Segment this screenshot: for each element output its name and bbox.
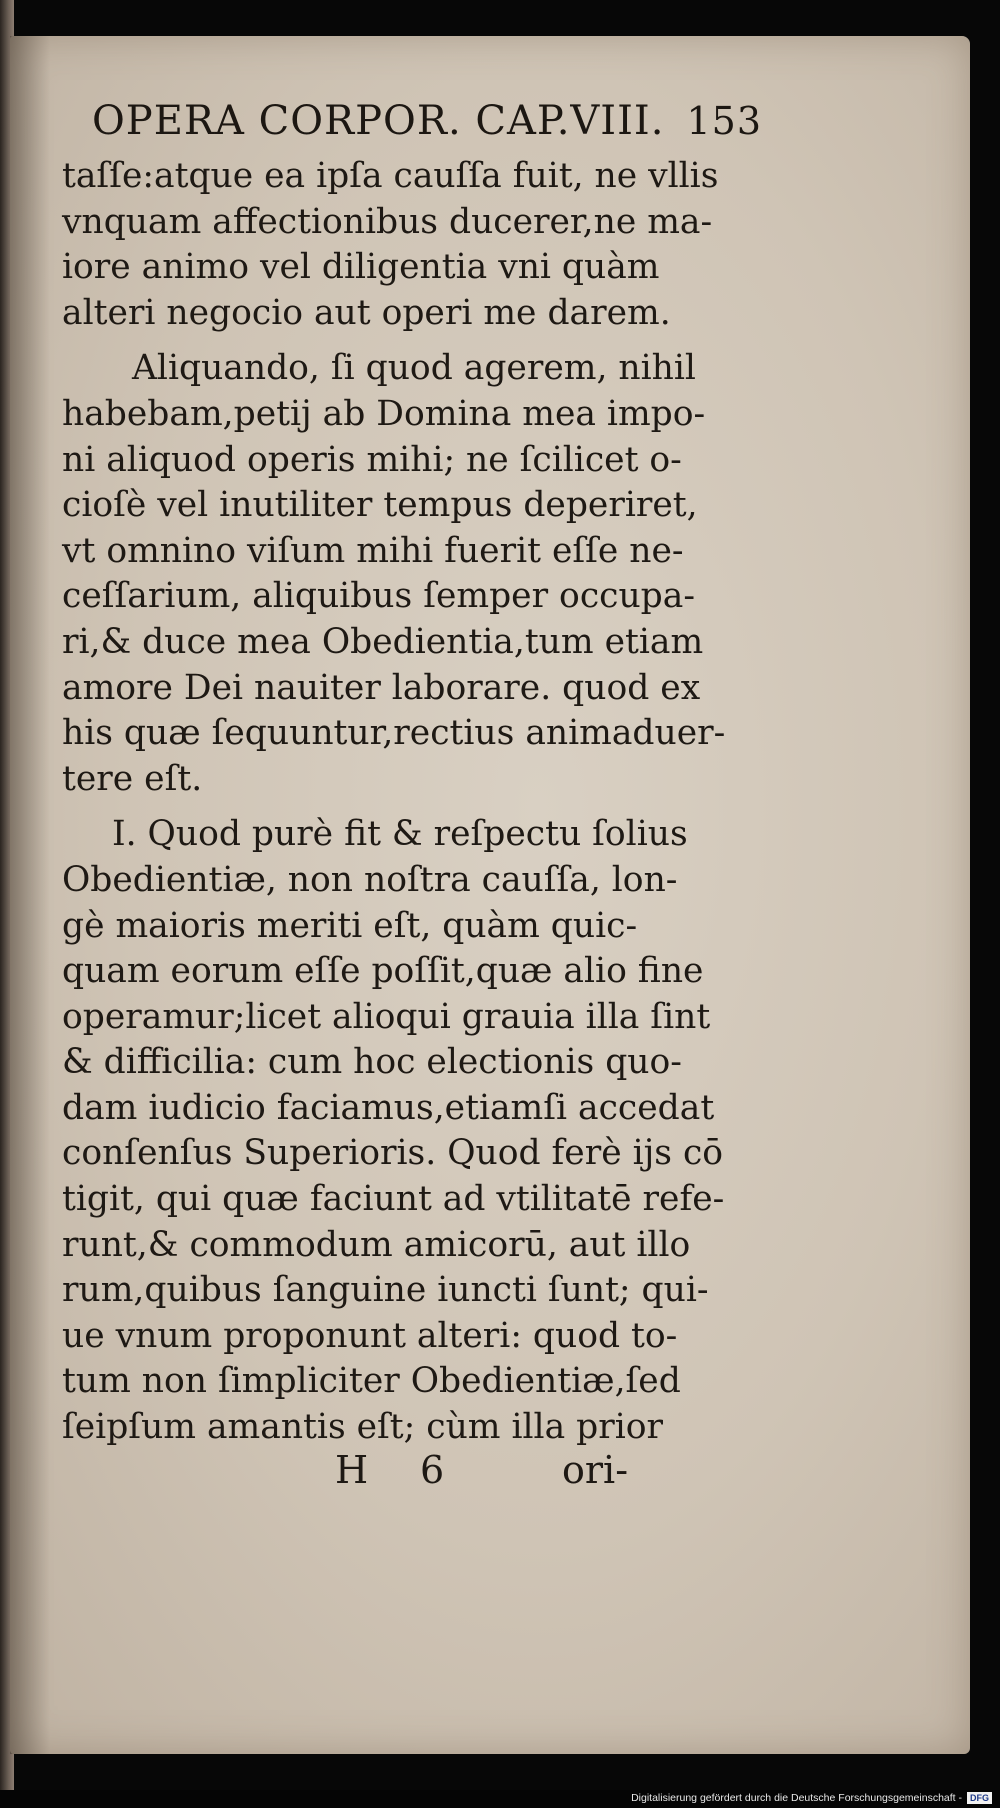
text-line: tum non ſimpliciter Obedientiæ,ſed xyxy=(62,1361,681,1402)
text-line: his quæ ſequuntur,rectius animaduer- xyxy=(62,713,726,754)
gutter-shadow xyxy=(10,36,50,1754)
text-line: habebam,petij ab Domina mea impo- xyxy=(62,393,706,434)
text-line: runt,& commodum amicorū, aut illo xyxy=(62,1224,691,1265)
text-line: iore animo vel diligentia vni quàm xyxy=(62,247,660,288)
paragraph xyxy=(62,346,744,802)
text-line: alteri negocio aut operi me darem. xyxy=(62,292,671,333)
text-line: cioſè vel inutiliter tempus deperiret, xyxy=(62,485,698,526)
book-page xyxy=(10,36,970,1754)
paragraph xyxy=(62,812,744,1450)
signature-number: 6 xyxy=(420,1448,445,1492)
text-line: & difficilia: cum hoc electionis quo- xyxy=(62,1042,682,1083)
text-line: ni aliquod operis mihi; ne ſcilicet o- xyxy=(62,439,682,480)
text-line: vt omnino viſum mihi fuerit eſſe ne- xyxy=(62,530,684,571)
text-line: operamur;licet alioqui grauia illa ſint xyxy=(62,996,711,1037)
text-line: ue vnum proponunt alteri: quod to- xyxy=(62,1315,678,1356)
text-line: dam iudicio faciamus,etiamſi accedat xyxy=(62,1087,715,1128)
digitization-credit xyxy=(631,1792,992,1804)
text-line: rum,quibus ſanguine iuncti ſunt; qui- xyxy=(62,1270,709,1311)
body-text xyxy=(62,154,744,1451)
text-line: ſeipſum amantis eſt; cùm illa prior xyxy=(62,1407,663,1448)
text-line: taſſe:atque ea ipſa cauſſa fuit, ne vllis xyxy=(62,156,719,196)
text-line: ceſſarium, aliquibus ſemper occupa- xyxy=(62,576,695,617)
paragraph xyxy=(62,154,744,336)
page-number: 153 xyxy=(686,99,762,143)
signature-mark: H xyxy=(335,1448,369,1492)
text-line: vnquam affectionibus ducerer,ne ma- xyxy=(62,201,713,242)
text-line: conſenſus Superioris. Quod ferè ijs cō xyxy=(62,1133,724,1174)
text-line: I. Quod purè fit & reſpectu ſolius xyxy=(112,814,688,855)
running-head: OPERA CORPOR. CAP.VIII. xyxy=(92,98,665,144)
text-line: tere eſt. xyxy=(62,758,203,799)
text-line: ri,& duce mea Obedientia,tum etiam xyxy=(62,621,704,662)
text-line: Aliquando, ſi quod agerem, nihil xyxy=(132,348,696,389)
credit-text: Digitalisierung gefördert durch die Deutsche Forschungsgemeinschaft - xyxy=(631,1792,962,1804)
page-header xyxy=(92,98,762,144)
dfg-logo: DFG xyxy=(967,1792,992,1804)
text-line: amore Dei nauiter laborare. quod ex xyxy=(62,667,701,708)
catchword: ori- xyxy=(562,1448,629,1492)
text-line: gè maioris meriti eſt, quàm quic- xyxy=(62,905,638,946)
text-line: tigit, qui quæ faciunt ad vtilitatē refe- xyxy=(62,1179,725,1220)
page-footer xyxy=(10,1436,970,1496)
text-line: Obedientiæ, non noſtra cauſſa, lon- xyxy=(62,859,678,900)
text-line: quam eorum eſſe poſſit,quæ alio fine xyxy=(62,951,704,992)
